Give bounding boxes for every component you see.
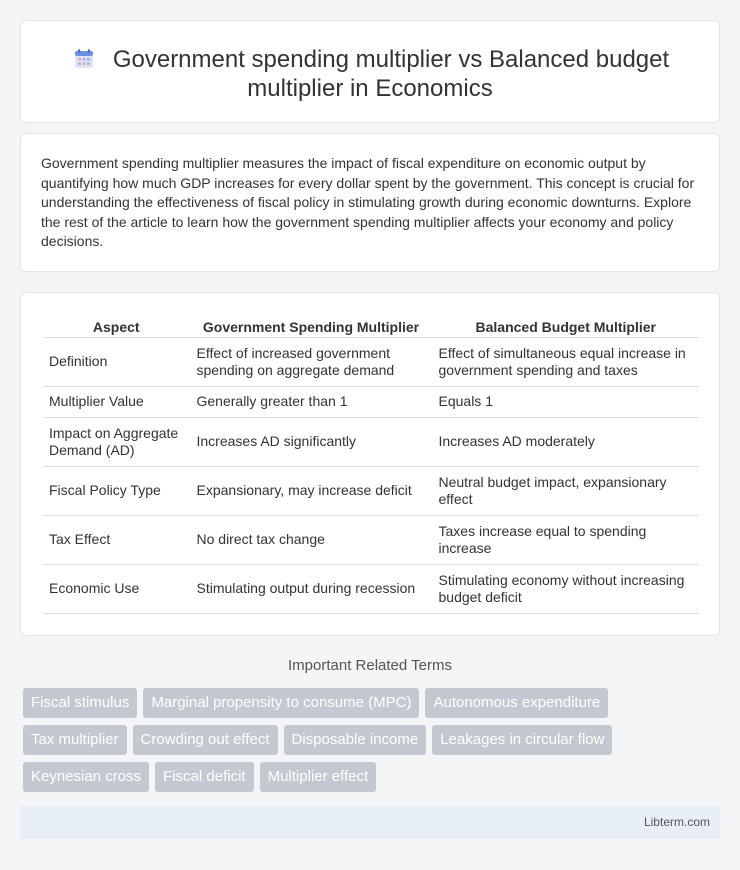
intro-paragraph: Government spending multiplier measures the impact of fiscal expenditure on economic output by quantifying how much GDP increases for every dollar spent by the government. This concept is crucial for understanding the effectiveness of fiscal policy in stimulating growth during economic downturns. Explore the rest of the article to learn how the government spending multiplier affects your economy and policy decisions. xyxy=(41,155,695,250)
table-cell: Increases AD moderately xyxy=(432,417,699,466)
tag-keynesian-cross[interactable]: Keynesian cross xyxy=(23,762,149,792)
comparison-table xyxy=(43,315,699,614)
table-cell: Multiplier Value xyxy=(43,386,190,417)
tag-leakages-circular-flow[interactable]: Leakages in circular flow xyxy=(432,725,612,755)
header-balanced-budget: Balanced Budget Multiplier xyxy=(432,315,699,337)
tag-tax-multiplier[interactable]: Tax multiplier xyxy=(23,725,127,755)
table-cell: Impact on Aggregate Demand (AD) xyxy=(43,417,190,466)
tag-fiscal-deficit[interactable]: Fiscal deficit xyxy=(155,762,254,792)
table-cell: Tax Effect xyxy=(43,515,190,564)
page-title xyxy=(21,45,719,103)
footer xyxy=(20,806,720,839)
tag-fiscal-stimulus[interactable]: Fiscal stimulus xyxy=(23,688,137,718)
table-cell: Stimulating output during recession xyxy=(190,564,432,613)
table-cell: Expansionary, may increase deficit xyxy=(190,466,432,515)
tag-row xyxy=(23,725,713,755)
related-terms-title: Important Related Terms xyxy=(288,657,452,674)
table-cell: Effect of increased government spending on aggregate demand xyxy=(190,337,432,386)
tag-multiplier-effect[interactable]: Multiplier effect xyxy=(260,762,377,792)
table-cell: Effect of simultaneous equal increase in government spending and taxes xyxy=(432,337,699,386)
table-cell: Increases AD significantly xyxy=(190,417,432,466)
table-cell: Equals 1 xyxy=(432,386,699,417)
footer-site-link[interactable]: Libterm.com xyxy=(643,815,710,829)
tag-disposable-income[interactable]: Disposable income xyxy=(284,725,427,755)
tag-autonomous-expenditure[interactable]: Autonomous expenditure xyxy=(425,688,608,718)
table-cell: Stimulating economy without increasing budget deficit xyxy=(432,564,699,613)
page-title-line-1: Government spending multiplier vs Balanced budget xyxy=(112,46,670,73)
table-row xyxy=(43,515,699,564)
table-cell: Economic Use xyxy=(43,564,190,613)
header-government-spending: Government Spending Multiplier xyxy=(190,315,432,337)
table-cell: No direct tax change xyxy=(190,515,432,564)
tag-crowding-out-effect[interactable]: Crowding out effect xyxy=(133,725,278,755)
table-cell: Fiscal Policy Type xyxy=(43,466,190,515)
table-row xyxy=(43,466,699,515)
table-row xyxy=(43,386,699,417)
header-aspect: Aspect xyxy=(43,315,190,337)
related-terms-list xyxy=(23,688,713,799)
table-header-row xyxy=(43,315,699,337)
comparison-card xyxy=(20,292,720,636)
title-card xyxy=(20,20,720,123)
table-cell: Definition xyxy=(43,337,190,386)
table-row xyxy=(43,417,699,466)
table-row xyxy=(43,337,699,386)
tag-mpc[interactable]: Marginal propensity to consume (MPC) xyxy=(143,688,419,718)
page-title-line-2: multiplier in Economics xyxy=(247,75,493,102)
table-cell: Taxes increase equal to spending increase xyxy=(432,515,699,564)
table-cell: Generally greater than 1 xyxy=(190,386,432,417)
tag-row xyxy=(23,762,713,792)
table-row xyxy=(43,564,699,613)
tag-row xyxy=(23,688,713,718)
table-cell: Neutral budget impact, expansionary effect xyxy=(432,466,699,515)
intro-card xyxy=(20,133,720,272)
